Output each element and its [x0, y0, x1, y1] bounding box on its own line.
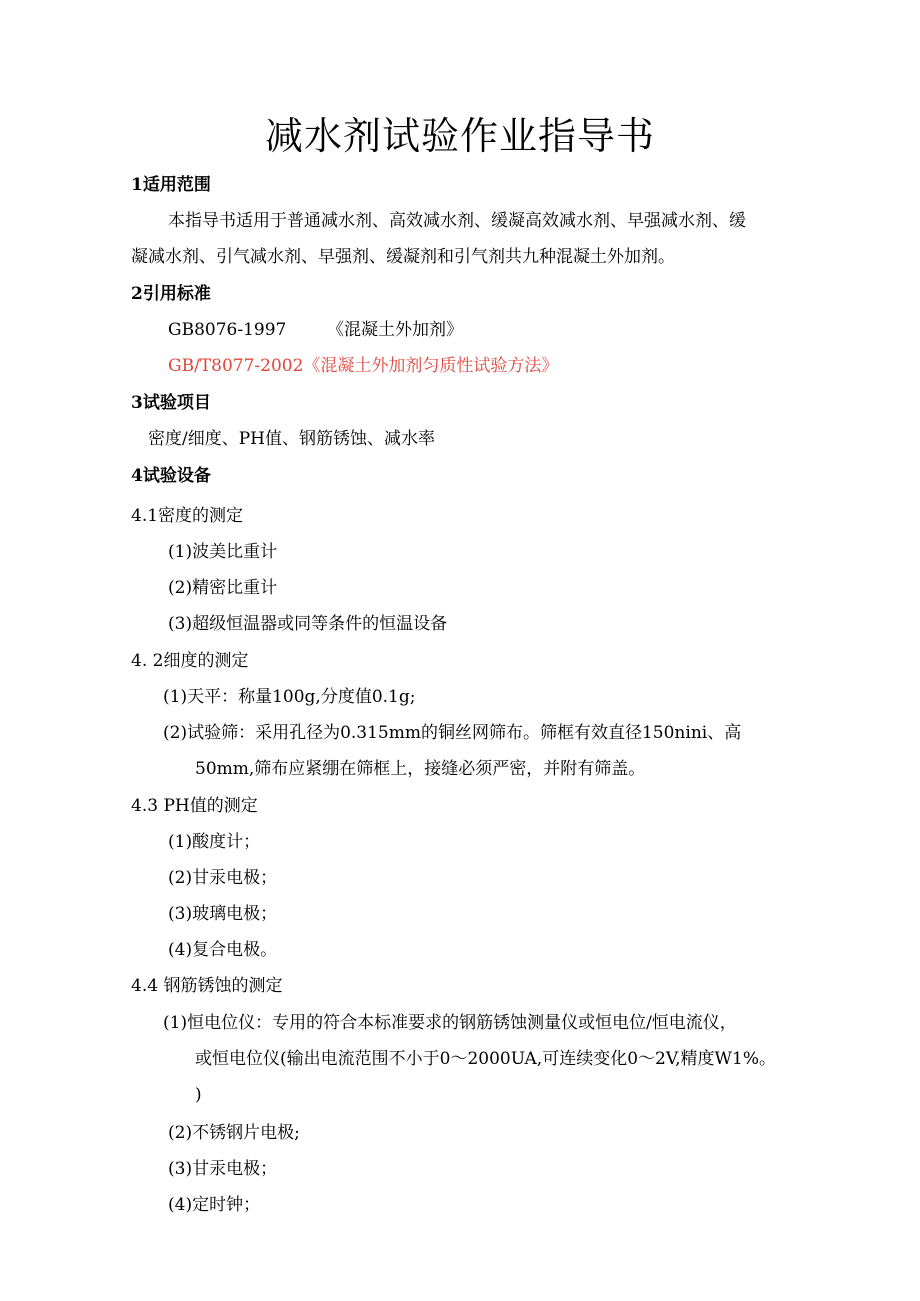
list-item: (2)甘汞电极；: [168, 868, 278, 888]
list-item: (2)不锈钢片电极;: [168, 1123, 300, 1143]
subsection-4-4-title: 4.4 钢筋锈蚀的测定: [131, 976, 283, 996]
list-item-continuation: 50mm,筛布应紧绷在筛框上，接缝必须严密，并附有筛盖。: [195, 759, 646, 779]
list-item: (1)天平：称量100g,分度值0.1g;: [163, 687, 416, 707]
standard-1-code: GB8076-1997: [168, 320, 287, 340]
list-item: (3)玻璃电极；: [168, 904, 278, 924]
list-item-continuation: 或恒电位仪(输出电流范围不小于0～2000UA,可连续变化0～2V,精度W1%。: [195, 1049, 776, 1069]
list-item: (1)恒电位仪：专用的符合本标准要求的钢筋锈蚀测量仪或恒电位/恒电流仪，: [163, 1013, 737, 1033]
list-item: (1)酸度计；: [168, 832, 261, 852]
list-item: (3)甘汞电极；: [168, 1159, 278, 1179]
standard-1-name: 《混凝土外加剂》: [327, 320, 463, 340]
subsection-4-2-title: 4. 2细度的测定: [131, 651, 249, 671]
list-item: (2)精密比重计: [168, 578, 278, 598]
section-1-body-line-2: 凝减水剂、引气减水剂、早强剂、缓凝剂和引气剂共九种混凝土外加剂。: [131, 247, 675, 267]
section-3-body: 密度/细度、PH值、钢筋锈蚀、减水率: [148, 429, 435, 449]
section-1-body-line-1: 本指导书适用于普通减水剂、高效减水剂、缓凝高效减水剂、早强减水剂、缓: [168, 211, 746, 231]
list-item: (2)试验筛：采用孔径为0.315mm的铜丝网筛布。筛框有效直径150nini、高: [163, 723, 742, 743]
list-item: (4)复合电极。: [168, 940, 278, 960]
section-3-heading: 3试验项目: [131, 393, 211, 413]
section-1-heading: 1适用范围: [131, 175, 211, 195]
section-2-heading: 2引用标准: [131, 284, 211, 304]
section-4-heading: 4试验设备: [131, 466, 211, 486]
standard-2: GB/T8077-2002《混凝土外加剂匀质性试验方法》: [168, 356, 559, 376]
list-item: (1)波美比重计: [168, 542, 278, 562]
document-title: 减水剂试验作业指导书: [264, 114, 655, 158]
list-item: (3)超级恒温器或同等条件的恒温设备: [168, 614, 448, 634]
list-item: (4)定时钟；: [168, 1195, 261, 1215]
subsection-4-3-title: 4.3 PH值的测定: [131, 796, 258, 816]
list-item-continuation: ): [195, 1085, 202, 1105]
subsection-4-1-title: 4.1密度的测定: [131, 506, 244, 526]
